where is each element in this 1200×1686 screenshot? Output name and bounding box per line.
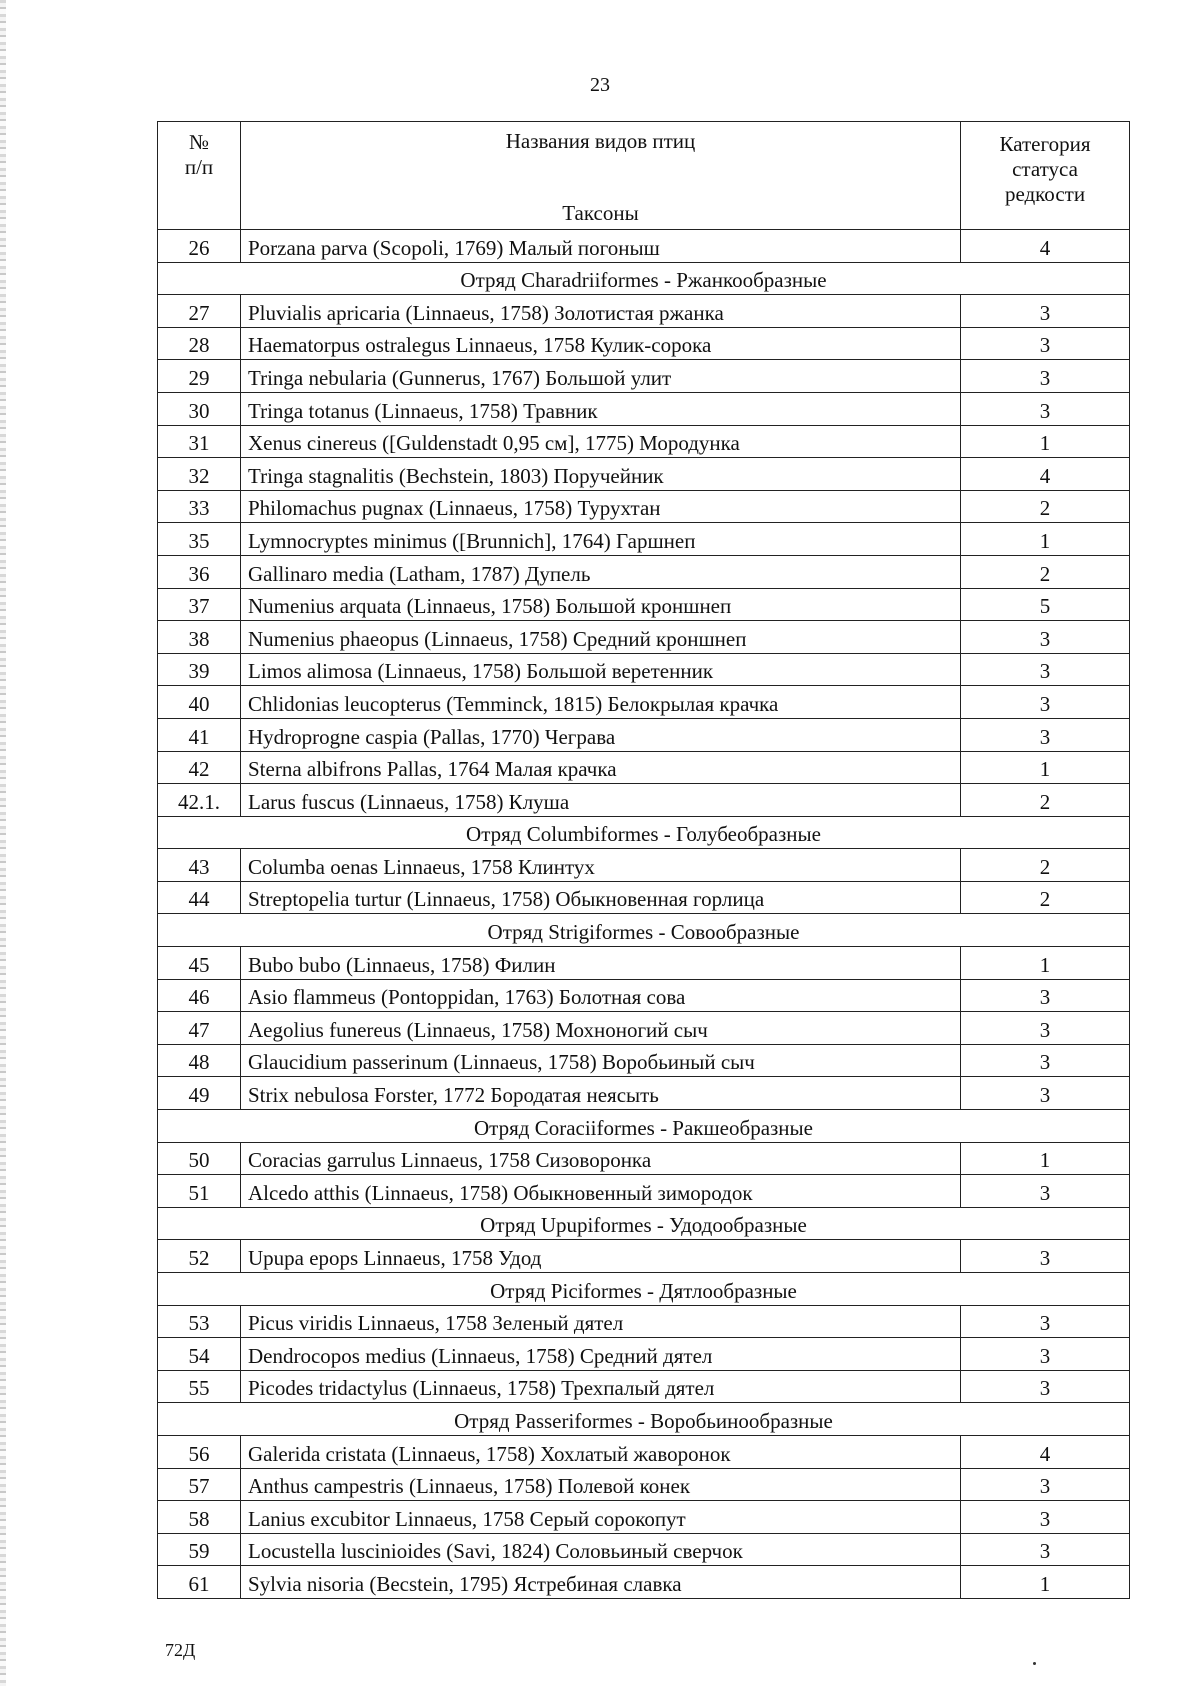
table-row [158,458,1130,491]
header-row [158,122,1130,230]
header-species-title: Названия видов птиц [505,129,696,153]
header-number-abbrev: п/п [184,155,214,180]
table-row [158,686,1130,719]
header-category-line1: Категория [999,132,1091,156]
rarity-category: 3 [961,1305,1130,1338]
order-title: Отряд Piciformes - Дятлообразные [158,1273,1130,1306]
table-row [158,360,1130,393]
species-number: 48 [158,1044,241,1077]
species-name: Streptopelia turtur (Linnaeus, 1758) Обыкновенная горлица [241,881,961,914]
table-row [158,1012,1130,1045]
rarity-category: 3 [961,1370,1130,1403]
species-name: Sylvia nisoria (Becstein, 1795) Ястребиная славка [241,1566,961,1599]
species-name: Lymnocryptes minimus ([Brunnich], 1764) Гаршнеп [241,523,961,556]
order-row [158,262,1130,295]
rarity-category: 2 [961,555,1130,588]
table-row [158,979,1130,1012]
table-row [158,1566,1130,1599]
table-row [158,490,1130,523]
species-name: Chlidonias leucopterus (Temminck, 1815) Белокрылая крачка [241,686,961,719]
species-name: Picus viridis Linnaeus, 1758 Зеленый дятел [241,1305,961,1338]
rarity-category: 1 [961,1142,1130,1175]
table-row [158,751,1130,784]
species-name: Porzana parva (Scopoli, 1769) Малый погоныш [241,230,961,263]
species-name: Tringa totanus (Linnaeus, 1758) Травник [241,392,961,425]
species-name: Lanius excubitor Linnaeus, 1758 Серый сорокопут [241,1501,961,1534]
rarity-category: 4 [961,1435,1130,1468]
table-row [158,1338,1130,1371]
species-number: 29 [158,360,241,393]
scan-dot-artifact [1033,1662,1036,1665]
table-row [158,588,1130,621]
species-name: Philomachus pugnax (Linnaeus, 1758) Турухтан [241,490,961,523]
rarity-category: 3 [961,1501,1130,1534]
species-number: 46 [158,979,241,1012]
species-name: Sterna albifrons Pallas, 1764 Малая крачка [241,751,961,784]
species-name: Limos alimosa (Linnaeus, 1758) Большой веретенник [241,653,961,686]
species-number: 31 [158,425,241,458]
species-number: 53 [158,1305,241,1338]
species-number: 39 [158,653,241,686]
species-number: 61 [158,1566,241,1599]
rarity-category: 3 [961,979,1130,1012]
rarity-category: 4 [961,458,1130,491]
species-name: Xenus cinereus ([Guldenstadt 0,95 см], 1775) Мородунка [241,425,961,458]
species-number: 40 [158,686,241,719]
rarity-category: 2 [961,784,1130,817]
table-row [158,881,1130,914]
species-number: 37 [158,588,241,621]
species-number: 43 [158,849,241,882]
table-row [158,555,1130,588]
rarity-category: 3 [961,653,1130,686]
species-number: 52 [158,1240,241,1273]
table-row [158,947,1130,980]
species-name: Strix nebulosa Forster, 1772 Бородатая неясыть [241,1077,961,1110]
scan-edge-artifact [0,0,6,1686]
species-name: Tringa stagnalitis (Bechstein, 1803) Поручейник [241,458,961,491]
species-name: Pluvialis apricaria (Linnaeus, 1758) Золотистая ржанка [241,295,961,328]
rarity-category: 2 [961,881,1130,914]
species-name: Anthus campestris (Linnaeus, 1758) Полевой конек [241,1468,961,1501]
footer-code: 72Д [165,1640,196,1660]
rarity-category: 3 [961,1468,1130,1501]
table-row [158,1370,1130,1403]
species-number: 42.1. [158,784,241,817]
table-row [158,230,1130,263]
species-number: 33 [158,490,241,523]
table-row [158,1468,1130,1501]
species-number: 47 [158,1012,241,1045]
species-name: Galerida cristata (Linnaeus, 1758) Хохлатый жаворонок [241,1435,961,1468]
table-row [158,327,1130,360]
rarity-category: 2 [961,849,1130,882]
header-rarity-category [961,122,1130,230]
rarity-category: 4 [961,230,1130,263]
species-name: Numenius arquata (Linnaeus, 1758) Большой кроншнеп [241,588,961,621]
header-number-symbol: № [188,130,210,154]
species-number: 28 [158,327,241,360]
rarity-category: 3 [961,1077,1130,1110]
species-number: 26 [158,230,241,263]
order-row [158,1110,1130,1143]
species-number: 44 [158,881,241,914]
table-row [158,1533,1130,1566]
species-name: Aegolius funereus (Linnaeus, 1758) Мохноногий сыч [241,1012,961,1045]
table-row [158,1240,1130,1273]
species-name: Hydroprogne caspia (Pallas, 1770) Чеграва [241,718,961,751]
species-table [157,121,1130,1599]
species-number: 30 [158,392,241,425]
species-name: Tringa nebularia (Gunnerus, 1767) Большой улит [241,360,961,393]
order-row [158,914,1130,947]
species-name: Columba oenas Linnaeus, 1758 Клинтух [241,849,961,882]
rarity-category: 1 [961,425,1130,458]
table-row [158,1305,1130,1338]
order-row [158,1403,1130,1436]
rarity-category: 3 [961,718,1130,751]
table-row [158,523,1130,556]
rarity-category: 1 [961,751,1130,784]
species-name: Upupa epops Linnaeus, 1758 Удод [241,1240,961,1273]
header-species-names [241,122,961,230]
table-row [158,1044,1130,1077]
species-name: Picodes tridactylus (Linnaeus, 1758) Трехпалый дятел [241,1370,961,1403]
header-taxa-label: Таксоны [562,201,639,225]
species-number: 38 [158,621,241,654]
rarity-category: 2 [961,490,1130,523]
header-category-line2: статуса [1012,157,1078,182]
order-title: Отряд Passeriformes - Воробьинообразные [158,1403,1130,1436]
species-number: 49 [158,1077,241,1110]
table-row [158,295,1130,328]
species-name: Asio flammeus (Pontoppidan, 1763) Болотная сова [241,979,961,1012]
species-number: 35 [158,523,241,556]
rarity-category: 3 [961,1533,1130,1566]
rarity-category: 3 [961,1044,1130,1077]
table-row [158,392,1130,425]
species-name: Coracias garrulus Linnaeus, 1758 Сизоворонка [241,1142,961,1175]
species-number: 27 [158,295,241,328]
rarity-category: 5 [961,588,1130,621]
table-row [158,1077,1130,1110]
table-row [158,1175,1130,1208]
species-number: 42 [158,751,241,784]
rarity-category: 3 [961,1012,1130,1045]
table-row [158,718,1130,751]
order-title: Отряд Charadriiformes - Ржанкообразные [158,262,1130,295]
species-name: Locustella luscinioides (Savi, 1824) Соловьиный сверчок [241,1533,961,1566]
order-title: Отряд Upupiformes - Удодообразные [158,1207,1130,1240]
rarity-category: 3 [961,327,1130,360]
table-row [158,621,1130,654]
order-row [158,1273,1130,1306]
species-name: Dendrocopos medius (Linnaeus, 1758) Средний дятел [241,1338,961,1371]
species-name: Glaucidium passerinum (Linnaeus, 1758) Воробьиный сыч [241,1044,961,1077]
species-name: Alcedo atthis (Linnaeus, 1758) Обыкновенный зимородок [241,1175,961,1208]
header-number [158,122,241,230]
table-row [158,1435,1130,1468]
rarity-category: 3 [961,392,1130,425]
rarity-category: 3 [961,1240,1130,1273]
species-number: 50 [158,1142,241,1175]
species-number: 41 [158,718,241,751]
rarity-category: 3 [961,1175,1130,1208]
page-number: 23 [590,74,610,96]
rarity-category: 3 [961,686,1130,719]
species-name: Numenius phaeopus (Linnaeus, 1758) Средний кроншнеп [241,621,961,654]
rarity-category: 3 [961,1338,1130,1371]
rarity-category: 3 [961,360,1130,393]
species-number: 58 [158,1501,241,1534]
table-body [158,230,1130,1599]
rarity-category: 3 [961,621,1130,654]
species-number: 55 [158,1370,241,1403]
order-title: Отряд Columbiformes - Голубеобразные [158,816,1130,849]
species-number: 54 [158,1338,241,1371]
species-number: 51 [158,1175,241,1208]
table-row [158,1501,1130,1534]
table-row [158,1142,1130,1175]
species-name: Haematorpus ostralegus Linnaeus, 1758 Кулик-сорока [241,327,961,360]
table-row [158,653,1130,686]
species-name: Bubo bubo (Linnaeus, 1758) Филин [241,947,961,980]
species-number: 32 [158,458,241,491]
order-row [158,1207,1130,1240]
species-number: 36 [158,555,241,588]
species-number: 45 [158,947,241,980]
rarity-category: 3 [961,295,1130,328]
table-row [158,849,1130,882]
table-row [158,425,1130,458]
species-name: Gallinaro media (Latham, 1787) Дупель [241,555,961,588]
order-row [158,816,1130,849]
table-row [158,784,1130,817]
rarity-category: 1 [961,1566,1130,1599]
rarity-category: 1 [961,947,1130,980]
order-title: Отряд Coraciiformes - Ракшеобразные [158,1110,1130,1143]
species-name: Larus fuscus (Linnaeus, 1758) Клуша [241,784,961,817]
species-number: 59 [158,1533,241,1566]
species-number: 56 [158,1435,241,1468]
table-header [158,122,1130,230]
rarity-category: 1 [961,523,1130,556]
order-title: Отряд Strigiformes - Совообразные [158,914,1130,947]
header-category-line3: редкости [1004,182,1086,207]
species-number: 57 [158,1468,241,1501]
